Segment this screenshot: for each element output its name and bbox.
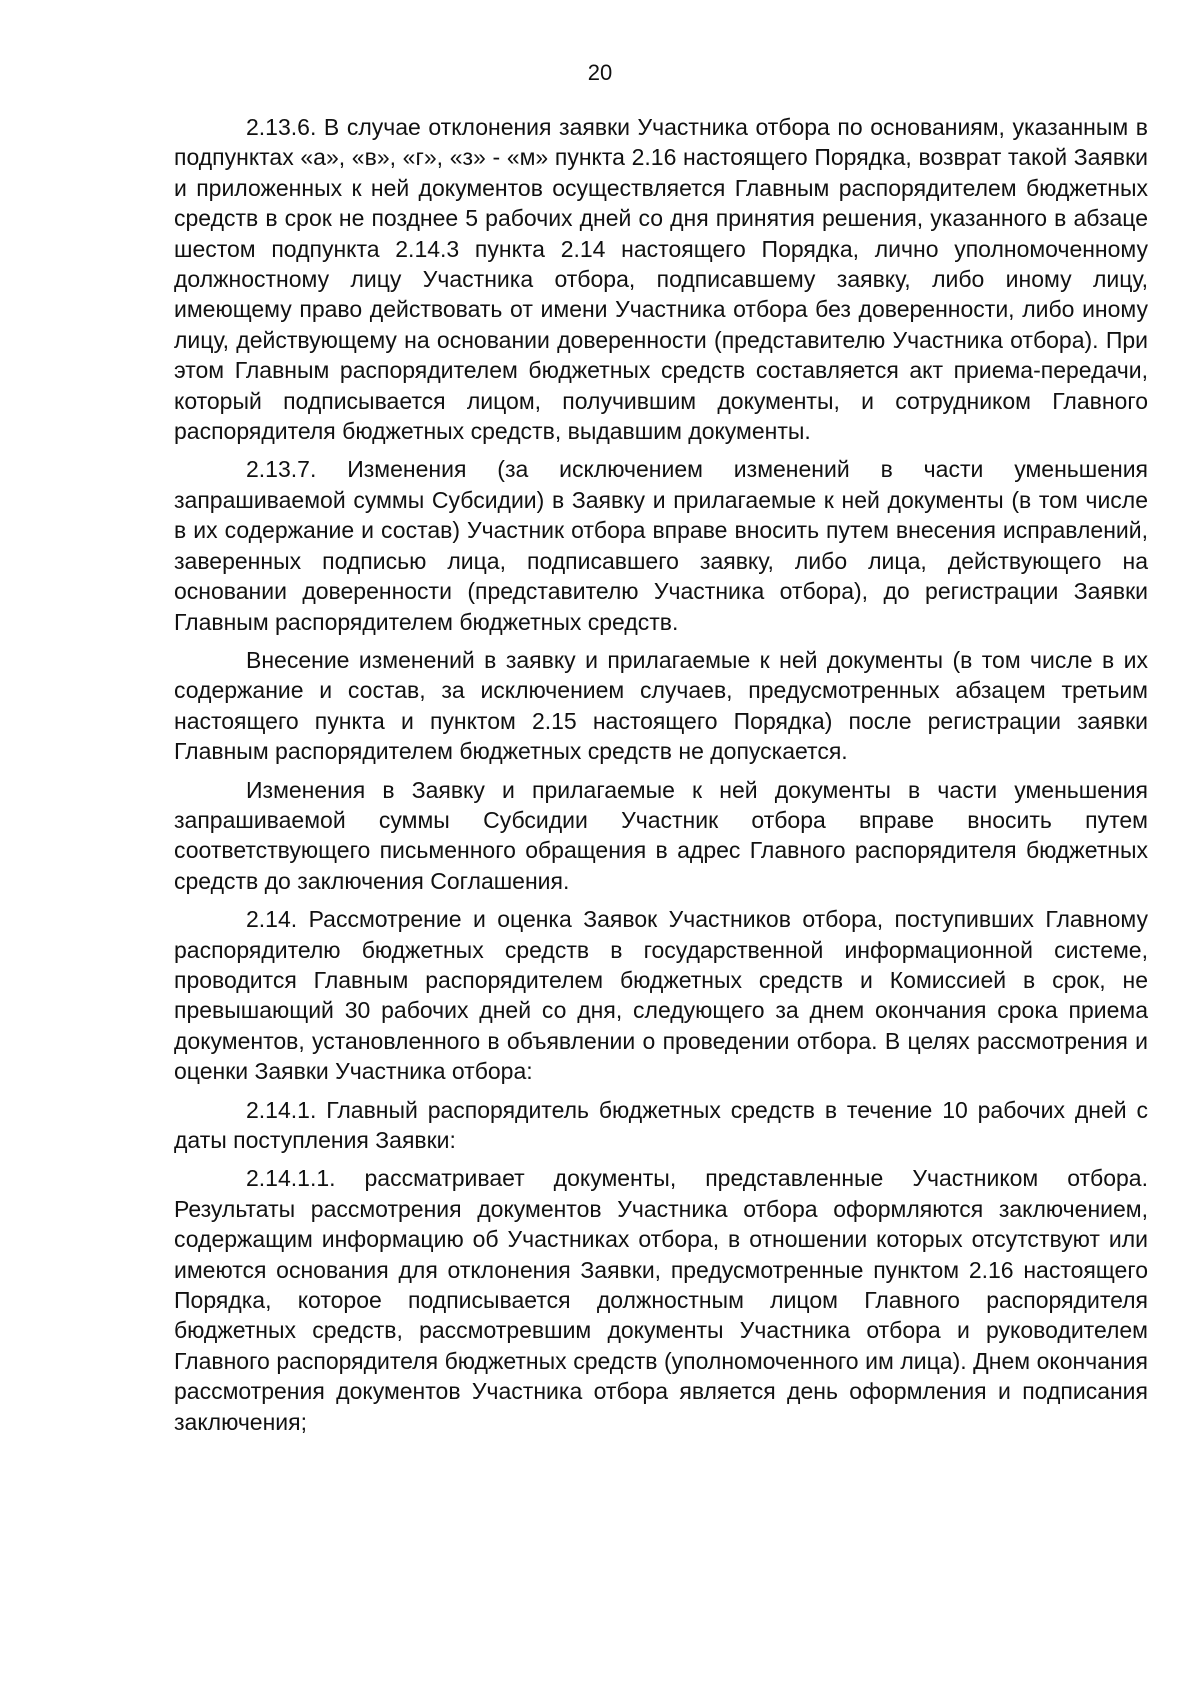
paragraph-2-14-1-1: 2.14.1.1. рассматривает документы, представленные Участником отбора. Результаты рассмотрения документов Участника отбора оформляются заключением, содержащим информацию об Участниках отбора, в отношении которых отсутствуют или имеются основания для отклонения Заявки, предусмотренные пунктом 2.16 настоящего Порядка, которое подписывается должностным лицом Главного распорядителя бюджетных средств, рассмотревшим документы Участника отбора и руководителем Главного распорядителя бюджетных средств (уполномоченного им лица). Днем окончания рассмотрения документов Участника отбора является день оформления и подписания заключения; — [174, 1165, 1148, 1435]
paragraph-2-14: 2.14. Рассмотрение и оценка Заявок Участников отбора, поступивших Главному распорядителю бюджетных средств в государственной информационной системе, проводится Главным распорядителем бюджетных средств и Комиссией в срок, не превышающий 30 рабочих дней со дня, следующего за днем окончания срока приема документов, установленного в объявлении о проведении отбора. В целях рассмотрения и оценки Заявки Участника отбора: — [174, 906, 1148, 1085]
paragraph-changes-reduce-subsidy: Изменения в Заявку и прилагаемые к ней документы в части уменьшения запрашиваемой суммы Субсидии Участник отбора вправе вносить путем соответствующего письменного обращения в адрес Главного распорядителя бюджетных средств до заключения Соглашения. — [174, 776, 1148, 894]
paragraph-2-13-7: 2.13.7. Изменения (за исключением изменений в части уменьшения запрашиваемой суммы Субсидии) в Заявку и прилагаемые к ней документы (в том числе в их содержание и состав) Участник отбора вправе вносить путем внесения исправлений, заверенных подписью лица, подписавшего заявку, либо лица, действующего на основании доверенности (представителю Участника отбора), до регистрации Заявки Главным распорядителем бюджетных средств. — [174, 456, 1148, 635]
paragraph-2-13-6: 2.13.6. В случае отклонения заявки Участника отбора по основаниям, указанным в подпунктах «а», «в», «г», «з» - «м» пункта 2.16 настоящего Порядка, возврат такой Заявки и приложенных к ней документов осуществляется Главным распорядителем бюджетных средств в срок не позднее 5 рабочих дней со дня принятия решения, указанного в абзаце шестом подпункта 2.14.3 пункта 2.14 настоящего Порядка, лично уполномоченному должностному лицу Участника отбора, подписавшему заявку, либо иному лицу, имеющему право действовать от имени Участника отбора без доверенности, либо иному лицу, действующему на основании доверенности (представителю Участника отбора). При этом Главным распорядителем бюджетных средств составляется акт приема-передачи, который подписывается лицом, получившим документы, и сотрудником Главного распорядителя бюджетных средств, выдавшим документы. — [174, 114, 1148, 445]
paragraph-changes-after-registration: Внесение изменений в заявку и прилагаемые к ней документы (в том числе в их содержание и состав, за исключением случаев, предусмотренных абзацем третьим настоящего пункта и пунктом 2.15 настоящего Порядка) после регистрации заявки Главным распорядителем бюджетных средств не допускается. — [174, 646, 1148, 765]
document-body — [174, 112, 1148, 1445]
page-number: 20 — [587, 60, 613, 85]
paragraph-2-14-1: 2.14.1. Главный распорядитель бюджетных средств в течение 10 рабочих дней с даты поступления Заявки: — [174, 1096, 1148, 1153]
